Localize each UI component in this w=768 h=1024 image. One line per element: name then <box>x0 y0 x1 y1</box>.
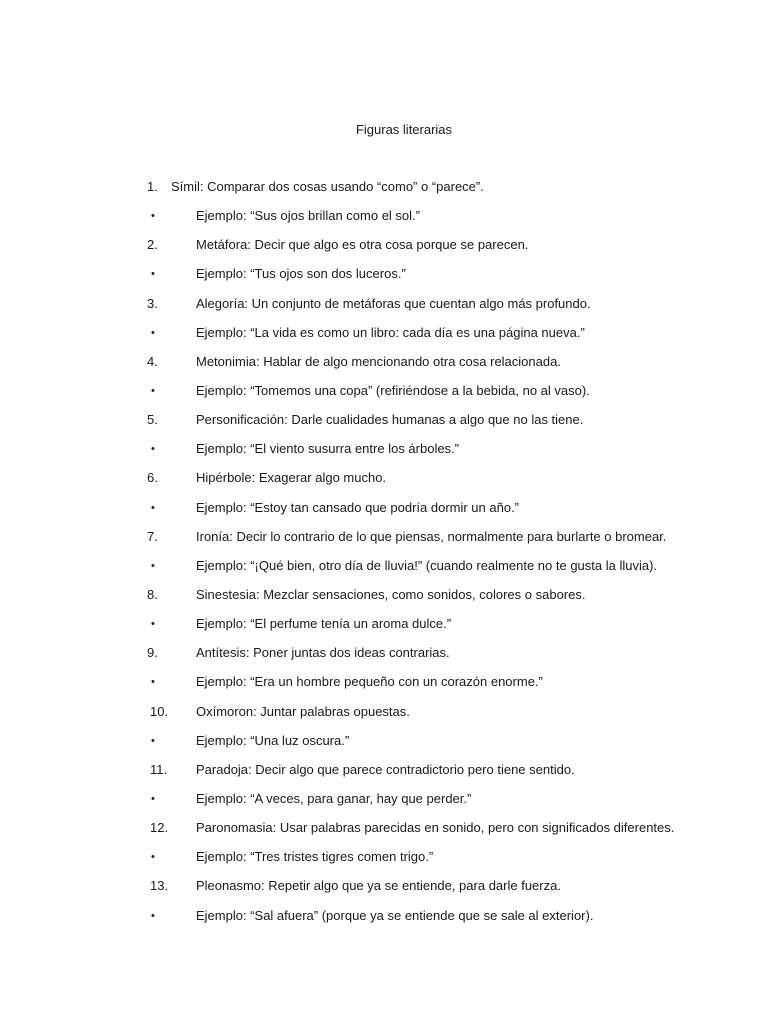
bullet-marker: • <box>151 501 155 514</box>
example-item <box>0 324 768 353</box>
figures-list <box>0 178 768 936</box>
list-item <box>0 469 768 498</box>
bullet-marker: • <box>151 443 155 456</box>
list-item <box>0 236 768 265</box>
item-definition: Paronomasia: Usar palabras parecidas en sonido, pero con significados diferentes. <box>196 820 675 836</box>
bullet-marker: • <box>151 734 155 747</box>
example-item <box>0 673 768 702</box>
item-definition: Sinestesia: Mezclar sensaciones, como sonidos, colores o sabores. <box>196 586 586 602</box>
example-item <box>0 265 768 294</box>
item-definition: Personificación: Darle cualidades humanas a algo que no las tiene. <box>196 412 584 428</box>
example-text: Ejemplo: “La vida es como un libro: cada día es una página nueva.” <box>196 324 585 340</box>
example-text: Ejemplo: “El viento susurra entre los árboles.” <box>196 441 460 457</box>
bullet-marker: • <box>151 851 155 864</box>
list-item <box>0 528 768 557</box>
example-text: Ejemplo: “Tus ojos son dos luceros.” <box>196 266 406 282</box>
example-text: Ejemplo: “Tomemos una copa” (refiriéndose a la bebida, no al vaso). <box>196 382 590 398</box>
item-definition: Hipérbole: Exagerar algo mucho. <box>196 470 387 486</box>
example-text: Ejemplo: “A veces, para ganar, hay que perder.” <box>196 790 472 806</box>
list-item <box>0 586 768 615</box>
item-definition: Metonimia: Hablar de algo mencionando otra cosa relacionada. <box>196 353 561 369</box>
item-number: 9. <box>147 645 158 661</box>
example-item <box>0 207 768 236</box>
example-item <box>0 790 768 819</box>
example-item <box>0 615 768 644</box>
bullet-marker: • <box>151 792 155 805</box>
bullet-marker: • <box>151 268 155 281</box>
example-item <box>0 440 768 469</box>
document-title: Figuras literarias <box>355 122 453 137</box>
item-definition: Paradoja: Decir algo que parece contradictorio pero tiene sentido. <box>196 761 575 777</box>
list-item <box>0 411 768 440</box>
item-number: 12. <box>150 820 169 836</box>
item-definition: Metáfora: Decir que algo es otra cosa porque se parecen. <box>196 237 529 253</box>
example-text: Ejemplo: “Tres tristes tigres comen trigo.” <box>196 849 434 865</box>
example-item <box>0 499 768 528</box>
item-definition: Pleonasmo: Repetir algo que ya se entiende, para darle fuerza. <box>196 878 561 894</box>
item-definition: Oxímoron: Juntar palabras opuestas. <box>196 703 410 719</box>
item-number: 11. <box>150 761 168 777</box>
bullet-marker: • <box>151 326 155 339</box>
list-item <box>0 703 768 732</box>
item-number: 6. <box>147 470 158 486</box>
bullet-marker: • <box>151 559 155 572</box>
item-number: 10. <box>150 703 169 719</box>
item-number: 3. <box>147 295 158 311</box>
bullet-marker: • <box>151 210 155 223</box>
example-text: Ejemplo: “Era un hombre pequeño con un corazón enorme.” <box>196 674 543 690</box>
bullet-marker: • <box>151 676 155 689</box>
example-item <box>0 848 768 877</box>
item-number: 8. <box>147 586 158 602</box>
list-item <box>0 877 768 906</box>
list-item <box>0 353 768 382</box>
item-definition: Símil: Comparar dos cosas usando “como” o “parece”. <box>171 179 484 194</box>
bullet-marker: • <box>151 384 155 397</box>
item-number: 5. <box>147 412 158 428</box>
list-item <box>0 761 768 790</box>
item-definition: Ironía: Decir lo contrario de lo que piensas, normalmente para burlarte o bromear. <box>196 528 667 544</box>
example-text: Ejemplo: “El perfume tenía un aroma dulce.” <box>196 616 452 632</box>
example-text: Ejemplo: “¡Qué bien, otro día de lluvia!” (cuando realmente no te gusta la lluvia). <box>196 557 658 573</box>
example-item <box>0 557 768 586</box>
example-item <box>0 382 768 411</box>
example-text: Ejemplo: “Estoy tan cansado que podría dormir un año.” <box>196 499 520 515</box>
list-item <box>0 295 768 324</box>
bullet-marker: • <box>151 909 155 922</box>
item-definition: Antítesis: Poner juntas dos ideas contrarias. <box>196 645 450 661</box>
item-number: 7. <box>147 528 158 544</box>
bullet-marker: • <box>151 618 155 631</box>
item-number: 4. <box>147 353 158 369</box>
item-definition: Alegoría: Un conjunto de metáforas que cuentan algo más profundo. <box>196 295 591 311</box>
list-item <box>0 819 768 848</box>
example-item <box>0 907 768 936</box>
example-text: Ejemplo: “Una luz oscura.” <box>196 732 350 748</box>
item-number: 1. <box>147 179 158 194</box>
example-text: Ejemplo: “Sal afuera” (porque ya se entiende que se sale al exterior). <box>196 907 594 923</box>
list-item <box>0 644 768 673</box>
item-number: 2. <box>147 237 158 253</box>
item-number: 13. <box>150 878 169 894</box>
example-item <box>0 732 768 761</box>
list-item <box>0 178 768 207</box>
example-text: Ejemplo: “Sus ojos brillan como el sol.” <box>196 208 420 224</box>
